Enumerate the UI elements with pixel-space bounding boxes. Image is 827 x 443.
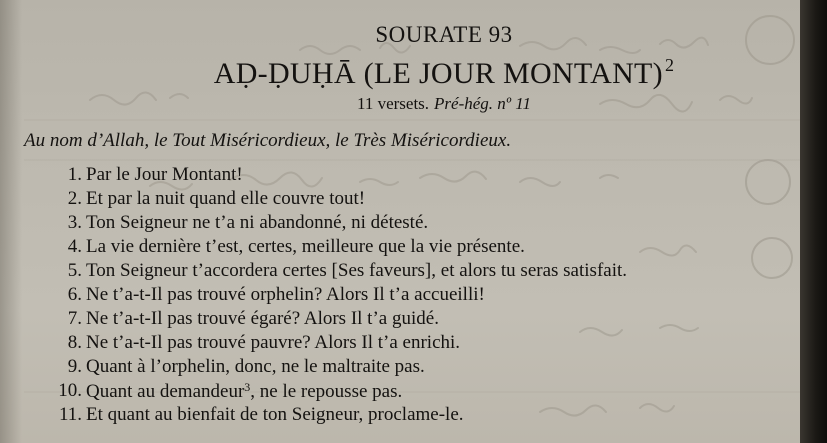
verse-number: 1.: [67, 164, 82, 185]
surah-title: [0, 55, 800, 91]
verse-1: [0, 164, 800, 186]
verse-number: 7.: [67, 308, 82, 329]
verse-footnote-marker: 3: [244, 380, 251, 394]
verse-text: Quant à l’orphelin, donc, ne le maltraite pas.: [86, 356, 425, 377]
verse-number: 11.: [58, 404, 82, 425]
surah-title-footnote-marker: 2: [664, 55, 675, 75]
verse-number: 3.: [67, 212, 82, 233]
verse-11: [0, 404, 800, 426]
surah-number: SOURATE 93: [375, 22, 513, 47]
revelation-period: Pré-hég. nº 11: [434, 94, 532, 113]
verse-number: 2.: [67, 188, 82, 209]
verse-text: Ne t’a-t-Il pas trouvé orphelin? Alors Il t’a accueilli!: [86, 284, 485, 305]
verse-3: [0, 212, 800, 234]
page-edge-shadow: [800, 0, 827, 443]
verse-text-after: , ne le repousse pas.: [250, 381, 403, 402]
verse-text: Ton Seigneur t’accordera certes [Ses faveurs], et alors tu seras satisfait.: [86, 260, 628, 281]
verse-count: 11 versets.: [356, 94, 430, 113]
verse-8: [0, 332, 800, 354]
verse-5: [0, 260, 800, 282]
surah-title-text: AḌ-ḌUḤĀ (LE JOUR MONTANT): [213, 57, 663, 90]
verse-text: Par le Jour Montant!: [86, 164, 243, 185]
verse-number: 5.: [67, 260, 82, 281]
verse-2: [0, 188, 800, 210]
verse-7: [0, 308, 800, 330]
verse-text-main: Quant au demandeur: [86, 381, 245, 402]
verse-6: [0, 284, 800, 306]
verse-number: 8.: [67, 332, 82, 353]
verse-text: Ne t’a-t-Il pas trouvé égaré? Alors Il t’a guidé.: [86, 308, 439, 329]
surah-meta: [0, 94, 800, 114]
verse-text: Et quant au bienfait de ton Seigneur, proclame-le.: [86, 404, 464, 425]
verse-text: Ne t’a-t-Il pas trouvé pauvre? Alors Il t’a enrichi.: [86, 332, 461, 353]
verse-text: Ton Seigneur ne t’a ni abandonné, ni détesté.: [86, 212, 429, 233]
verse-10: [0, 380, 800, 402]
verse-text: Et par la nuit quand elle couvre tout!: [86, 188, 366, 209]
verse-text: La vie dernière t’est, certes, meilleure que la vie présente.: [86, 236, 525, 257]
verse-number: 4.: [67, 236, 82, 257]
basmala: Au nom d’Allah, le Tout Miséricordieux, le Très Miséricordieux.: [24, 130, 512, 151]
verse-number: 9.: [67, 356, 82, 377]
verse-number: 6.: [67, 284, 82, 305]
verse-text: [86, 380, 402, 403]
verse-number: 10.: [58, 380, 82, 401]
verse-4: [0, 236, 800, 258]
verse-9: [0, 356, 800, 378]
